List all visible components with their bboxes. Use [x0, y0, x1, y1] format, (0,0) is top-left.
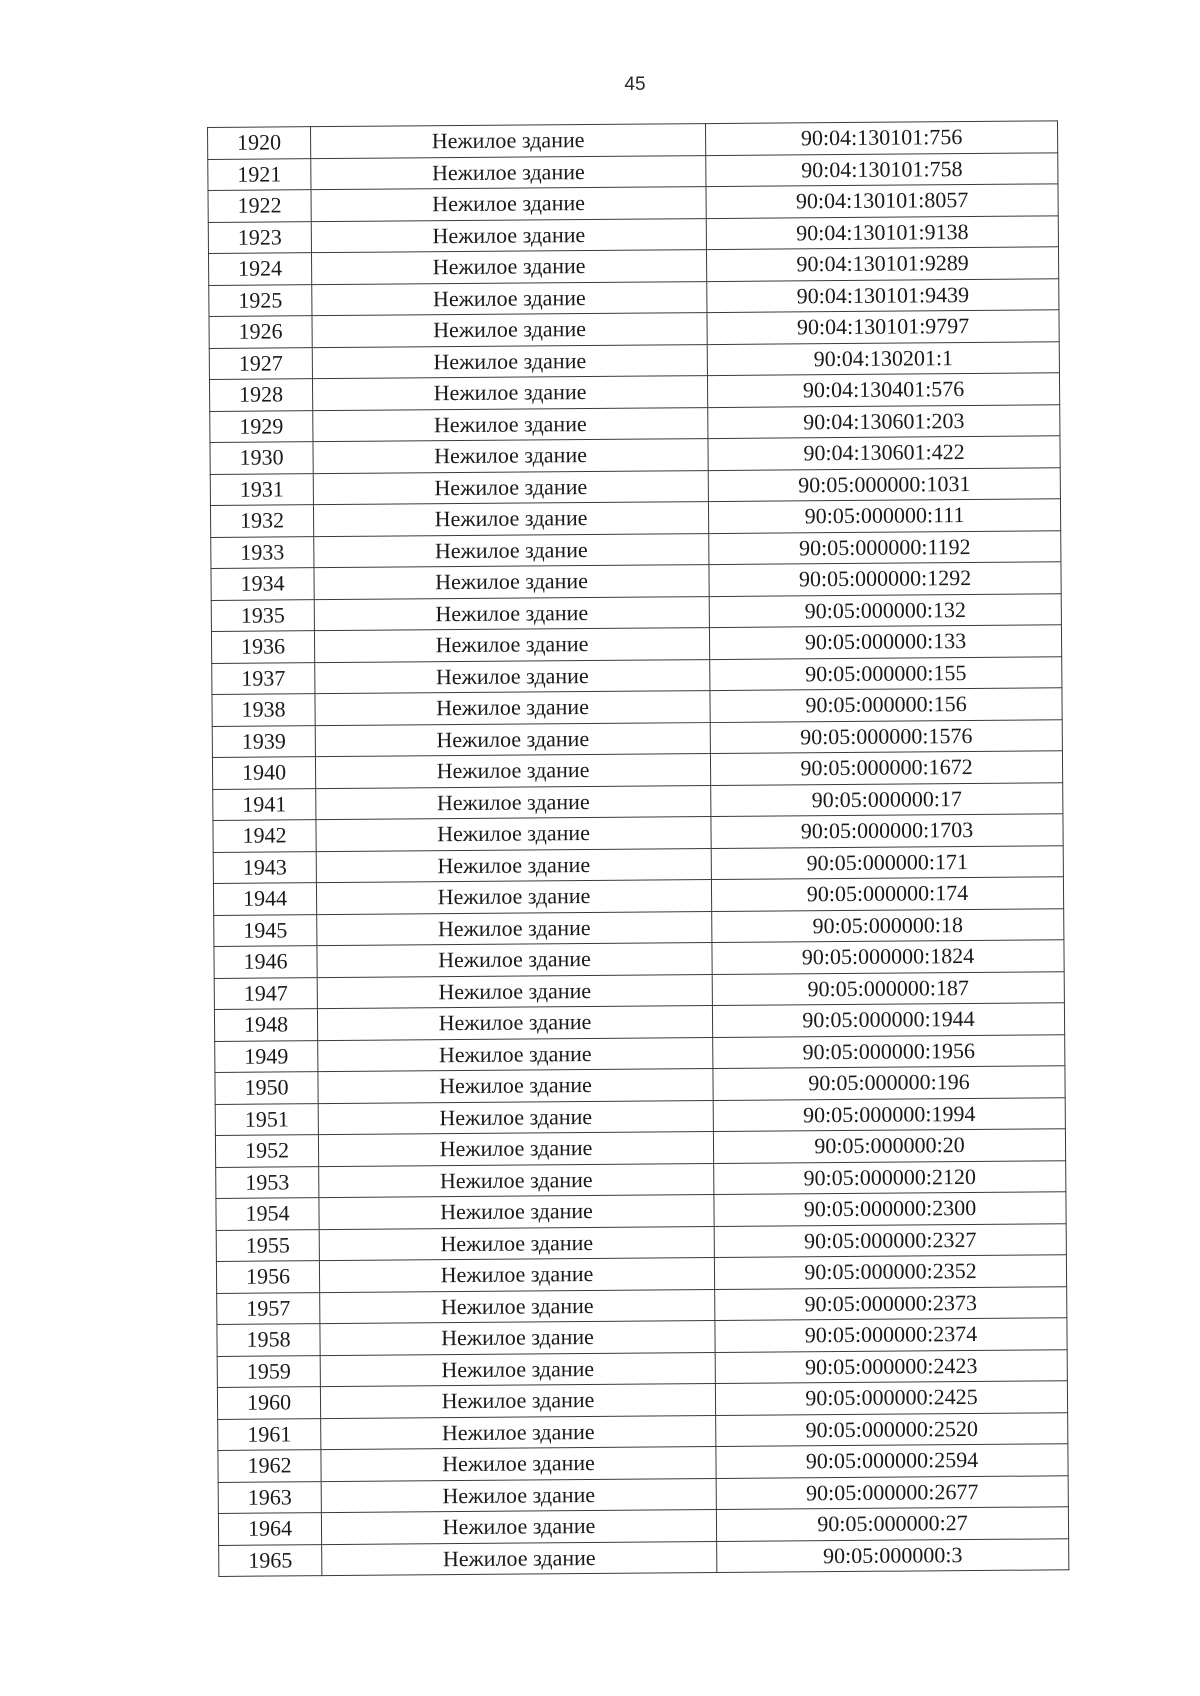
- object-type-cell: Нежилое здание: [314, 628, 709, 663]
- row-number-cell: 1957: [217, 1292, 320, 1324]
- cadastral-number-cell: 90:05:000000:2594: [716, 1444, 1068, 1478]
- cadastral-number-cell: 90:05:000000:2300: [714, 1192, 1066, 1226]
- row-number-cell: 1941: [213, 788, 316, 820]
- object-type-cell: Нежилое здание: [311, 250, 706, 285]
- cadastral-number-cell: 90:05:000000:18: [712, 908, 1064, 942]
- object-type-cell: Нежилое здание: [319, 1163, 714, 1198]
- object-type-cell: Нежилое здание: [313, 407, 708, 442]
- row-number-cell: 1925: [209, 284, 312, 316]
- cadastral-number-cell: 90:05:000000:2677: [716, 1475, 1068, 1509]
- row-number-cell: 1931: [210, 473, 313, 505]
- cadastral-number-cell: 90:04:130601:203: [708, 404, 1060, 438]
- row-number-cell: 1949: [215, 1040, 318, 1072]
- row-number-cell: 1928: [209, 379, 312, 411]
- row-number-cell: 1947: [214, 977, 317, 1009]
- cadastral-number-cell: 90:05:000000:2520: [716, 1412, 1068, 1446]
- object-type-cell: Нежилое здание: [316, 848, 711, 883]
- cadastral-number-cell: 90:05:000000:1192: [709, 530, 1061, 564]
- object-type-cell: Нежилое здание: [315, 691, 710, 726]
- object-type-cell: Нежилое здание: [312, 281, 707, 316]
- cadastral-number-cell: 90:05:000000:3: [717, 1538, 1069, 1572]
- cadastral-number-cell: 90:05:000000:1031: [708, 467, 1060, 501]
- object-type-cell: Нежилое здание: [317, 974, 712, 1009]
- row-number-cell: 1943: [213, 851, 316, 883]
- cadastral-number-cell: 90:04:130101:8057: [706, 184, 1058, 218]
- row-number-cell: 1946: [214, 946, 317, 978]
- cadastral-number-cell: 90:04:130101:9797: [707, 310, 1059, 344]
- cadastral-number-cell: 90:05:000000:2425: [715, 1381, 1067, 1415]
- cadastral-number-cell: 90:05:000000:2373: [715, 1286, 1067, 1320]
- row-number-cell: 1954: [216, 1198, 319, 1230]
- object-type-cell: Нежилое здание: [321, 1510, 716, 1545]
- object-type-cell: Нежилое здание: [317, 1006, 712, 1041]
- object-type-cell: Нежилое здание: [315, 722, 710, 757]
- row-number-cell: 1927: [209, 347, 312, 379]
- row-number-cell: 1965: [219, 1544, 322, 1576]
- row-number-cell: 1959: [217, 1355, 320, 1387]
- row-number-cell: 1942: [213, 820, 316, 852]
- row-number-cell: 1964: [218, 1513, 321, 1545]
- row-number-cell: 1936: [211, 631, 314, 663]
- row-number-cell: 1960: [217, 1387, 320, 1419]
- object-type-cell: Нежилое здание: [319, 1195, 714, 1230]
- row-number-cell: 1923: [208, 221, 311, 253]
- object-type-cell: Нежилое здание: [316, 880, 711, 915]
- row-number-cell: 1939: [212, 725, 315, 757]
- row-number-cell: 1935: [211, 599, 314, 631]
- cadastral-number-cell: 90:04:130201:1: [707, 341, 1059, 375]
- row-number-cell: 1958: [217, 1324, 320, 1356]
- row-number-cell: 1937: [212, 662, 315, 694]
- cadastral-number-cell: 90:05:000000:174: [711, 877, 1063, 911]
- cadastral-number-cell: 90:05:000000:1994: [713, 1097, 1065, 1131]
- object-type-cell: Нежилое здание: [313, 470, 708, 505]
- object-type-cell: Нежилое здание: [321, 1447, 716, 1482]
- object-type-cell: Нежилое здание: [313, 439, 708, 474]
- row-number-cell: 1944: [213, 883, 316, 915]
- cadastral-number-cell: 90:05:000000:2120: [714, 1160, 1066, 1194]
- object-type-cell: Нежилое здание: [316, 817, 711, 852]
- object-type-cell: Нежилое здание: [314, 533, 709, 568]
- object-type-cell: Нежилое здание: [320, 1352, 715, 1387]
- row-number-cell: 1940: [212, 757, 315, 789]
- cadastral-number-cell: 90:05:000000:111: [708, 499, 1060, 533]
- row-number-cell: 1962: [218, 1450, 321, 1482]
- row-number-cell: 1952: [215, 1135, 318, 1167]
- cadastral-number-cell: 90:05:000000:171: [711, 845, 1063, 879]
- cadastral-number-cell: 90:04:130601:422: [708, 436, 1060, 470]
- cadastral-number-cell: 90:05:000000:27: [716, 1507, 1068, 1541]
- cadastral-number-cell: 90:05:000000:1292: [709, 562, 1061, 596]
- row-number-cell: 1961: [218, 1418, 321, 1450]
- cadastral-number-cell: 90:05:000000:187: [712, 971, 1064, 1005]
- object-type-cell: Нежилое здание: [311, 124, 706, 159]
- registry-table: [207, 120, 1069, 1577]
- row-number-cell: 1929: [210, 410, 313, 442]
- row-number-cell: 1955: [216, 1229, 319, 1261]
- object-type-cell: Нежилое здание: [313, 502, 708, 537]
- object-type-cell: Нежилое здание: [320, 1384, 715, 1419]
- row-number-cell: 1920: [208, 127, 311, 159]
- cadastral-number-cell: 90:04:130101:9138: [706, 215, 1058, 249]
- cadastral-number-cell: 90:05:000000:155: [710, 656, 1062, 690]
- object-type-cell: Нежилое здание: [317, 911, 712, 946]
- row-number-cell: 1950: [215, 1072, 318, 1104]
- object-type-cell: Нежилое здание: [312, 313, 707, 348]
- cadastral-number-cell: 90:05:000000:2423: [715, 1349, 1067, 1383]
- object-type-cell: Нежилое здание: [319, 1258, 714, 1293]
- row-number-cell: 1933: [211, 536, 314, 568]
- row-number-cell: 1934: [211, 568, 314, 600]
- object-type-cell: Нежилое здание: [318, 1037, 713, 1072]
- object-type-cell: Нежилое здание: [311, 155, 706, 190]
- row-number-cell: 1926: [209, 316, 312, 348]
- cadastral-number-cell: 90:05:000000:196: [713, 1066, 1065, 1100]
- cadastral-number-cell: 90:04:130101:758: [706, 152, 1058, 186]
- cadastral-number-cell: 90:05:000000:1824: [712, 940, 1064, 974]
- object-type-cell: Нежилое здание: [320, 1289, 715, 1324]
- object-type-cell: Нежилое здание: [320, 1321, 715, 1356]
- cadastral-number-cell: 90:05:000000:156: [710, 688, 1062, 722]
- cadastral-number-cell: 90:05:000000:17: [711, 782, 1063, 816]
- row-number-cell: 1956: [216, 1261, 319, 1293]
- object-type-cell: Нежилое здание: [315, 754, 710, 789]
- cadastral-number-cell: 90:05:000000:1703: [711, 814, 1063, 848]
- cadastral-number-cell: 90:04:130101:9439: [707, 278, 1059, 312]
- row-number-cell: 1948: [214, 1009, 317, 1041]
- row-number-cell: 1930: [210, 442, 313, 474]
- cadastral-number-cell: 90:05:000000:1944: [712, 1003, 1064, 1037]
- object-type-cell: Нежилое здание: [318, 1100, 713, 1135]
- row-number-cell: 1945: [214, 914, 317, 946]
- object-type-cell: Нежилое здание: [319, 1226, 714, 1261]
- row-number-cell: 1963: [218, 1481, 321, 1513]
- object-type-cell: Нежилое здание: [311, 187, 706, 222]
- object-type-cell: Нежилое здание: [314, 565, 709, 600]
- cadastral-number-cell: 90:05:000000:1672: [710, 751, 1062, 785]
- object-type-cell: Нежилое здание: [311, 218, 706, 253]
- object-type-cell: Нежилое здание: [316, 785, 711, 820]
- object-type-cell: Нежилое здание: [317, 943, 712, 978]
- cadastral-number-cell: 90:05:000000:2374: [715, 1318, 1067, 1352]
- object-type-cell: Нежилое здание: [321, 1415, 716, 1450]
- row-number-cell: 1924: [208, 253, 311, 285]
- cadastral-number-cell: 90:04:130101:9289: [706, 247, 1058, 281]
- registry-table-body: [208, 121, 1069, 1577]
- row-number-cell: 1932: [210, 505, 313, 537]
- table-row: [219, 1538, 1069, 1576]
- row-number-cell: 1921: [208, 158, 311, 190]
- cadastral-number-cell: 90:05:000000:20: [713, 1129, 1065, 1163]
- cadastral-number-cell: 90:04:130401:576: [707, 373, 1059, 407]
- cadastral-number-cell: 90:05:000000:2327: [714, 1223, 1066, 1257]
- object-type-cell: Нежилое здание: [318, 1132, 713, 1167]
- row-number-cell: 1938: [212, 694, 315, 726]
- object-type-cell: Нежилое здание: [312, 376, 707, 411]
- object-type-cell: Нежилое здание: [318, 1069, 713, 1104]
- page-number: 45: [624, 74, 646, 95]
- cadastral-number-cell: 90:05:000000:1956: [713, 1034, 1065, 1068]
- cadastral-number-cell: 90:05:000000:133: [709, 625, 1061, 659]
- row-number-cell: 1951: [215, 1103, 318, 1135]
- row-number-cell: 1953: [216, 1166, 319, 1198]
- object-type-cell: Нежилое здание: [321, 1478, 716, 1513]
- object-type-cell: Нежилое здание: [315, 659, 710, 694]
- object-type-cell: Нежилое здание: [322, 1541, 717, 1576]
- object-type-cell: Нежилое здание: [314, 596, 709, 631]
- object-type-cell: Нежилое здание: [312, 344, 707, 379]
- cadastral-number-cell: 90:05:000000:2352: [714, 1255, 1066, 1289]
- cadastral-number-cell: 90:05:000000:1576: [710, 719, 1062, 753]
- cadastral-number-cell: 90:04:130101:756: [705, 121, 1057, 155]
- row-number-cell: 1922: [208, 190, 311, 222]
- cadastral-number-cell: 90:05:000000:132: [709, 593, 1061, 627]
